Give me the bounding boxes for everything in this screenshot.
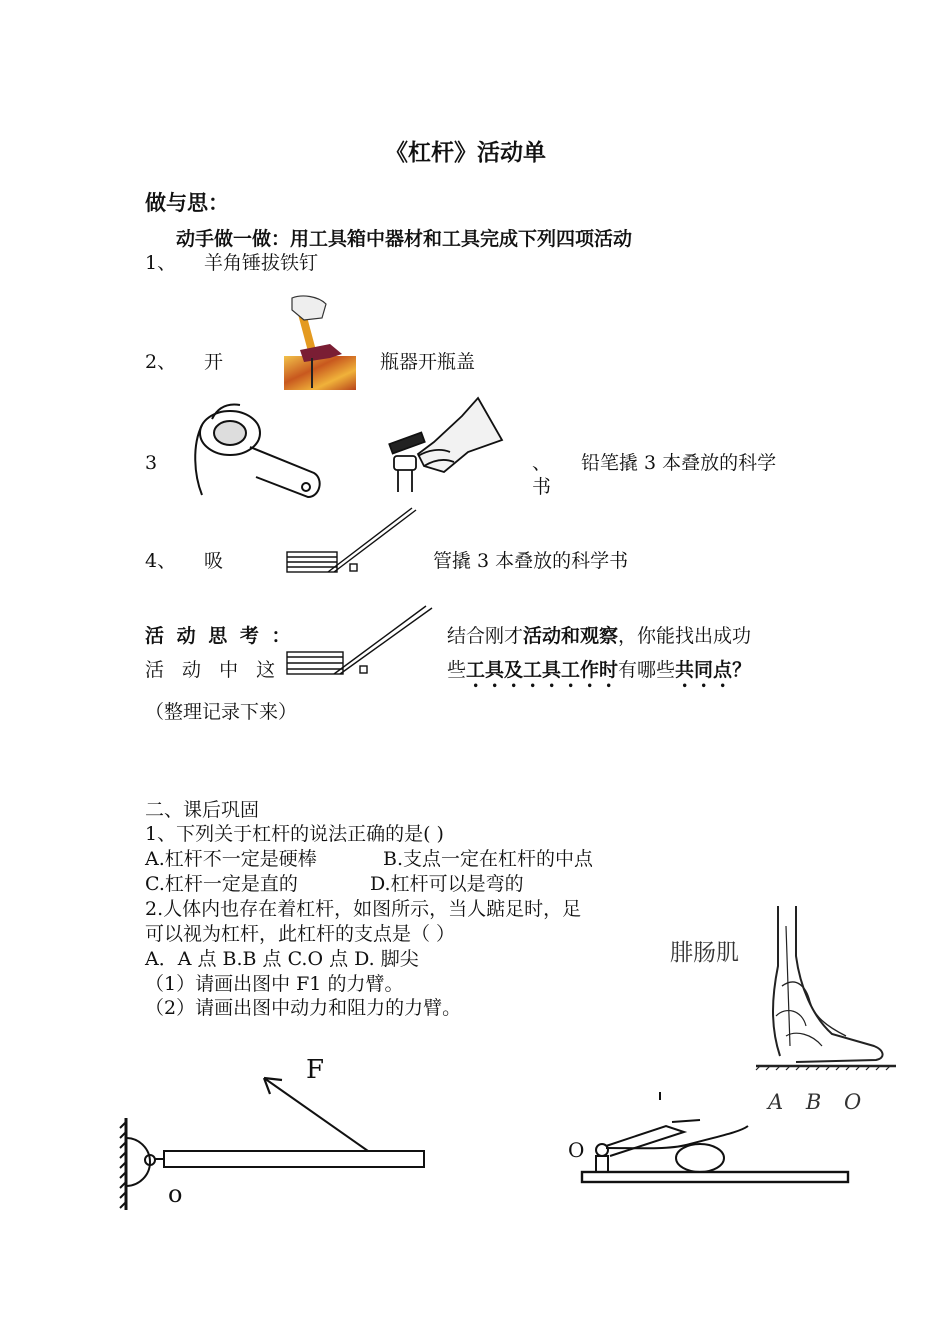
activity-3-text-a: 、 xyxy=(532,452,552,474)
pivot-label-left: o xyxy=(168,1180,183,1208)
review-q1-option-d: D.杠杆可以是弯的 xyxy=(370,873,524,895)
activity-1-text: 羊角锤拔铁钉 xyxy=(204,252,319,274)
lever-force-diagram xyxy=(118,1062,430,1218)
review-q1-option-a: A.杠杆不一定是硬棒 xyxy=(145,848,317,870)
activity-1-num: 1、 xyxy=(145,252,177,274)
review-q2-options: A．A 点 B.B 点 C.O 点 D. 脚尖 xyxy=(145,948,419,970)
activity-2-text-a: 开 xyxy=(204,351,224,373)
review-q1-option-c: C.杠杆一定是直的 xyxy=(145,873,298,895)
think-q-bold2: 工具及工具工作时 xyxy=(466,659,619,681)
activity-intro: 动手做一做：用工具箱中器材和工具完成下列四项活动 xyxy=(176,228,633,250)
pivot-label-right: O xyxy=(568,1138,585,1162)
think-q-bold1: 活动和观察 xyxy=(523,625,619,647)
review-q2-line2: 可以视为杠杆，此杠杆的支点是（ ） xyxy=(145,923,456,945)
activity-2-text-b: 瓶器开瓶盖 xyxy=(380,351,476,373)
activity-3-num: 3 xyxy=(145,452,158,474)
activity-3-text-b: 铅笔撬 3 本叠放的科学 xyxy=(581,452,777,474)
page-title: 《杠杆》活动单 xyxy=(385,139,546,166)
bottle-opener-icon xyxy=(188,395,328,503)
hammer-icon xyxy=(282,292,357,392)
review-sub1: （1）请画出图中 F1 的力臂。 xyxy=(145,973,404,995)
foot-diagram xyxy=(756,906,896,1070)
think-q-part5: ？ xyxy=(732,659,752,681)
think-note: （整理记录下来） xyxy=(145,701,298,723)
review-sub2: （2）请画出图中动力和阻力的力臂。 xyxy=(145,997,462,1019)
straw-lever-diagram-2 xyxy=(286,604,436,678)
think-q-part1: 结合刚才 xyxy=(447,625,524,647)
force-label: F xyxy=(306,1055,325,1085)
think-question-line2 xyxy=(447,658,751,692)
lever-load-diagram xyxy=(580,1092,852,1188)
activity-4-text-a: 吸 xyxy=(204,550,224,572)
hand-pencil-icon xyxy=(384,396,504,492)
think-q-part2: ，你能找出成功 xyxy=(618,625,752,647)
think-q-part4: 有哪些 xyxy=(618,659,676,681)
review-q1-option-b: B.支点一定在杠杆的中点 xyxy=(383,848,594,870)
review-heading: 二、课后巩固 xyxy=(145,799,260,821)
think-q-part3: 些 xyxy=(447,659,467,681)
muscle-label: 腓肠肌 xyxy=(670,940,739,966)
think-q-bold3: 共同点 xyxy=(675,659,733,681)
review-q2-line1: 2.人体内也存在着杠杆，如图所示，当人踮足时，足 xyxy=(145,898,582,920)
review-q1: 1、下列关于杠杆的说法正确的是( ) xyxy=(145,823,444,845)
think-label: 活 动 思 考 ： xyxy=(145,625,294,647)
activity-4-num: 4、 xyxy=(145,550,177,572)
straw-lever-diagram xyxy=(286,506,418,576)
activity-4-text-b: 管撬 3 本叠放的科学书 xyxy=(433,550,629,572)
activity-2-num: 2、 xyxy=(145,351,177,373)
activity-3-text-c: 书 xyxy=(532,476,552,498)
section-do-think: 做与思： xyxy=(145,190,229,215)
points-label: A B O xyxy=(768,1090,870,1114)
think-label-2: 活 动 中 这 xyxy=(145,659,282,681)
think-question-line1 xyxy=(447,624,751,648)
